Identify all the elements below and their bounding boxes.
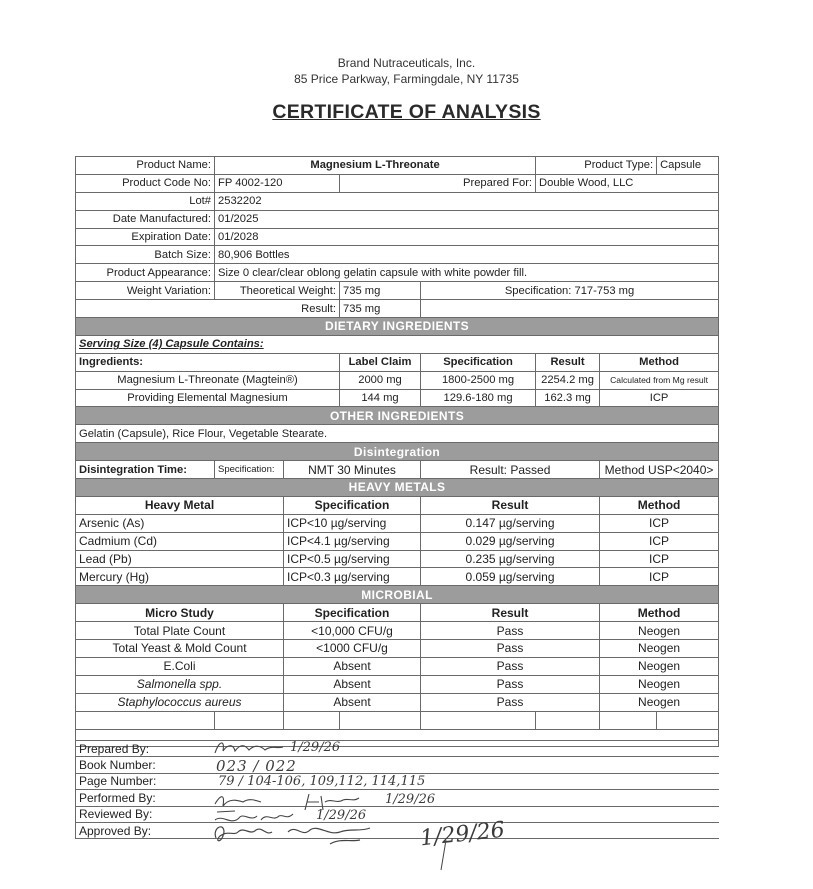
disintegration-section-header (76, 443, 719, 461)
prepared-by-signature (213, 737, 288, 759)
dietary-row (76, 389, 719, 407)
metal-result-header: Result (421, 496, 600, 514)
metal-spec-header: Specification (284, 496, 421, 514)
disintegration-label: Disintegration Time: (76, 461, 215, 479)
ingredient-name: Providing Elemental Magnesium (76, 389, 340, 407)
empty-row (76, 711, 719, 729)
expiration-row (76, 228, 719, 246)
micro-study: Total Yeast & Mold Count (76, 640, 284, 658)
product-code-row (76, 174, 719, 192)
metal-spec: ICP<4.1 µg/serving (284, 532, 421, 550)
serving-row (76, 335, 719, 353)
prepared-by-label: Prepared By: (76, 741, 194, 757)
ingredient-result: 2254.2 mg (536, 371, 600, 389)
product-code-value: FP 4002-120 (215, 174, 340, 192)
other-section-header (76, 407, 719, 425)
micro-method: Neogen (600, 622, 719, 640)
ingredient-spec: 1800-2500 mg (421, 371, 536, 389)
heavy-metal-row (76, 514, 719, 532)
manufactured-value: 01/2025 (215, 210, 719, 228)
ingredients-header: Ingredients: (76, 353, 340, 371)
micro-study: Salmonella spp. (76, 675, 284, 693)
micro-result: Pass (421, 640, 600, 658)
lot-row (76, 192, 719, 210)
micro-result: Pass (421, 657, 600, 675)
microbial-row (76, 622, 719, 640)
prepared-for-value: Double Wood, LLC (536, 174, 719, 192)
approved-by-row (76, 822, 719, 838)
disintegration-row (76, 461, 719, 479)
lot-value: 2532202 (215, 192, 719, 210)
heavy-metals-section-header (76, 479, 719, 497)
micro-result: Pass (421, 693, 600, 711)
micro-spec-header: Specification (284, 604, 421, 622)
metal-method: ICP (600, 532, 719, 550)
ingredient-result: 162.3 mg (536, 389, 600, 407)
micro-method: Neogen (600, 675, 719, 693)
microbial-row (76, 640, 719, 658)
product-code-label: Product Code No: (76, 174, 215, 192)
heavy-metal-header: Heavy Metal (76, 496, 284, 514)
micro-study: Staphylococcus aureus (76, 693, 284, 711)
disintegration-section-title: Disintegration (76, 443, 719, 461)
ingredient-label-claim: 2000 mg (340, 371, 421, 389)
signoff-table (75, 740, 719, 839)
micro-method: Neogen (600, 640, 719, 658)
metal-spec: ICP<0.3 µg/serving (284, 568, 421, 586)
micro-result: Pass (421, 675, 600, 693)
microbial-row (76, 693, 719, 711)
weight-result-label: Result: (76, 300, 340, 318)
metal-spec: ICP<0.5 µg/serving (284, 550, 421, 568)
reviewed-by-row (76, 806, 719, 822)
reviewed-date: 1/29/26 (316, 808, 367, 823)
micro-method: Neogen (600, 657, 719, 675)
metal-method-header: Method (600, 496, 719, 514)
dietary-section-header (76, 318, 719, 336)
metal-spec: ICP<10 µg/serving (284, 514, 421, 532)
micro-result: Pass (421, 622, 600, 640)
dietary-row (76, 371, 719, 389)
product-type-value: Capsule (657, 157, 719, 175)
dietary-header-row (76, 353, 719, 371)
metal-result: 0.147 µg/serving (421, 514, 600, 532)
ingredient-label-claim: 144 mg (340, 389, 421, 407)
lot-label: Lot# (76, 192, 215, 210)
theoretical-weight-value: 735 mg (340, 282, 421, 300)
microbial-section-title: MICROBIAL (76, 586, 719, 604)
product-name-label: Product Name: (76, 157, 215, 175)
approved-by-label: Approved By: (76, 822, 194, 838)
dietary-method-header: Method (600, 353, 719, 371)
pen-stroke (438, 838, 450, 872)
reviewed-by-label: Reviewed By: (76, 806, 194, 822)
ingredient-spec: 129.6-180 mg (421, 389, 536, 407)
metal-method: ICP (600, 568, 719, 586)
other-ingredients-row (76, 425, 719, 443)
micro-spec: Absent (284, 657, 421, 675)
page-number-label: Page Number: (76, 773, 194, 789)
document-title: CERTIFICATE OF ANALYSIS (272, 101, 541, 123)
heavy-metals-header-row (76, 496, 719, 514)
prepared-for-label: Prepared For: (340, 174, 536, 192)
micro-study: Total Plate Count (76, 622, 284, 640)
weight-spec: Specification: 717-753 mg (421, 282, 719, 300)
microbial-section-header (76, 586, 719, 604)
dietary-section-title: DIETARY INGREDIENTS (76, 318, 719, 336)
ingredient-method: Calculated from Mg result (600, 371, 719, 389)
weight-result-value: 735 mg (340, 300, 421, 318)
batch-value: 80,906 Bottles (215, 246, 719, 264)
micro-method: Neogen (600, 693, 719, 711)
manufactured-row (76, 210, 719, 228)
heavy-metals-section-title: HEAVY METALS (76, 479, 719, 497)
other-section-title: OTHER INGREDIENTS (76, 407, 719, 425)
label-claim-header: Label Claim (340, 353, 421, 371)
micro-result-header: Result (421, 604, 600, 622)
heavy-metal-row (76, 568, 719, 586)
expiration-label: Expiration Date: (76, 228, 215, 246)
microbial-row (76, 675, 719, 693)
book-number-label: Book Number: (76, 757, 194, 773)
theoretical-weight-label: Theoretical Weight: (215, 282, 340, 300)
other-ingredients-text: Gelatin (Capsule), Rice Flour, Vegetable Stearate. (76, 425, 719, 443)
disintegration-spec-label: Specification: (215, 461, 284, 479)
manufactured-label: Date Manufactured: (76, 210, 215, 228)
microbial-header-row (76, 604, 719, 622)
product-name-value: Magnesium L-Threonate (215, 157, 536, 175)
weight-label: Weight Variation: (76, 282, 215, 300)
weight-row (76, 282, 719, 300)
analysis-table (75, 156, 719, 747)
company-name: Brand Nutraceuticals, Inc. (337, 56, 476, 70)
dietary-result-header: Result (536, 353, 600, 371)
heavy-metal-row (76, 550, 719, 568)
appearance-label: Product Appearance: (76, 264, 215, 282)
disintegration-spec: NMT 30 Minutes (284, 461, 421, 479)
metal-name: Cadmium (Cd) (76, 532, 284, 550)
micro-study-header: Micro Study (76, 604, 284, 622)
batch-row (76, 246, 719, 264)
prepared-date: 1/29/26 (290, 740, 341, 755)
performed-by-label: Performed By: (76, 790, 194, 806)
disintegration-result: Result: Passed (421, 461, 600, 479)
micro-spec: Absent (284, 693, 421, 711)
ingredient-name: Magnesium L-Threonate (Magtein®) (76, 371, 340, 389)
metal-method: ICP (600, 550, 719, 568)
weight-result-row (76, 300, 719, 318)
metal-name: Arsenic (As) (76, 514, 284, 532)
microbial-row (76, 657, 719, 675)
metal-result: 0.059 µg/serving (421, 568, 600, 586)
product-type-label: Product Type: (536, 157, 657, 175)
metal-method: ICP (600, 514, 719, 532)
appearance-value: Size 0 clear/clear oblong gelatin capsule with white powder fill. (215, 264, 719, 282)
serving-size: Serving Size (4) Capsule Contains: (76, 335, 719, 353)
micro-spec: <10,000 CFU/g (284, 622, 421, 640)
page-number-value: 79 / 104-106, 109,112, 114,115 (218, 774, 426, 789)
metal-name: Lead (Pb) (76, 550, 284, 568)
approved-date: 1/29/26 (418, 817, 506, 852)
metal-result: 0.029 µg/serving (421, 532, 600, 550)
performed-date: 1/29/26 (385, 792, 436, 807)
product-name-row (76, 157, 719, 175)
disintegration-method: Method USP<2040> (600, 461, 719, 479)
dietary-spec-header: Specification (421, 353, 536, 371)
expiration-value: 01/2028 (215, 228, 719, 246)
metal-name: Mercury (Hg) (76, 568, 284, 586)
company-address: 85 Price Parkway, Farmingdale, NY 11735 (294, 72, 519, 86)
book-number-row (76, 757, 719, 773)
appearance-row (76, 264, 719, 282)
batch-label: Batch Size: (76, 246, 215, 264)
book-number-value: 023 / 022 (216, 757, 297, 775)
micro-method-header: Method (600, 604, 719, 622)
metal-result: 0.235 µg/serving (421, 550, 600, 568)
micro-spec: <1000 CFU/g (284, 640, 421, 658)
ingredient-method: ICP (600, 389, 719, 407)
approved-by-signature (210, 818, 380, 858)
heavy-metal-row (76, 532, 719, 550)
prepared-by-row (76, 741, 719, 757)
micro-study: E.Coli (76, 657, 284, 675)
micro-spec: Absent (284, 675, 421, 693)
